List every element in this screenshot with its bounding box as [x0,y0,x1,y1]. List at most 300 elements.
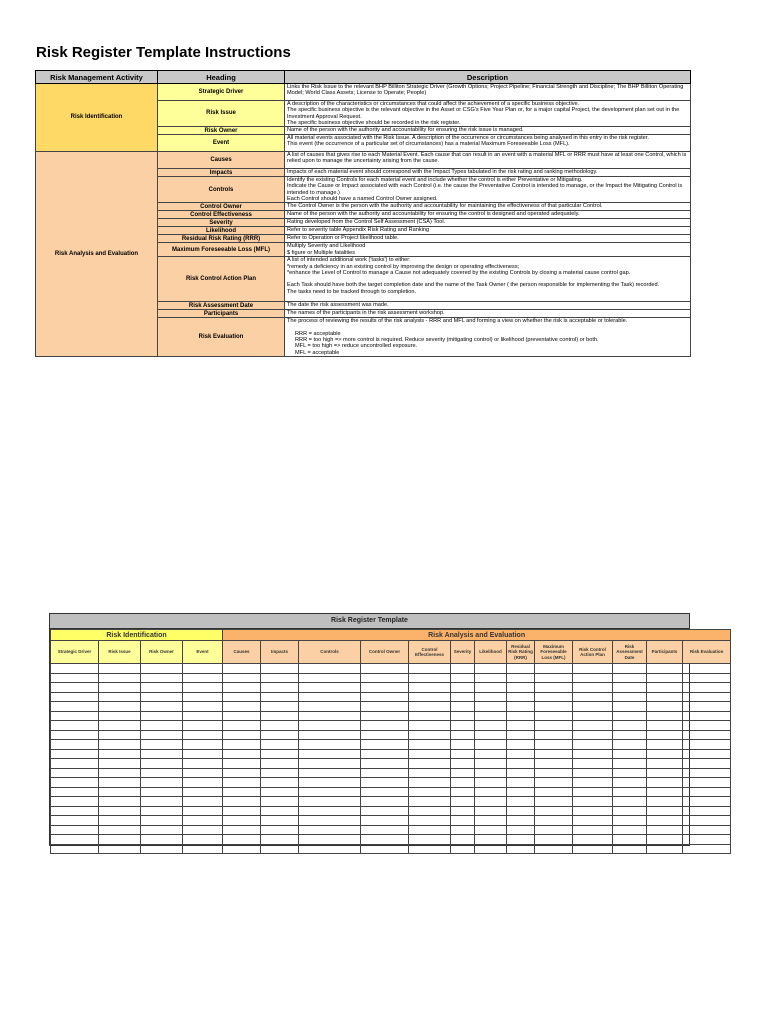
template-cell[interactable] [647,664,683,674]
template-cell[interactable] [141,797,183,807]
template-cell[interactable] [573,768,613,778]
template-cell[interactable] [409,797,451,807]
template-cell[interactable] [613,797,647,807]
template-cell[interactable] [299,816,361,826]
template-cell[interactable] [647,683,683,693]
template-cell[interactable] [299,740,361,750]
template-cell[interactable] [507,673,535,683]
template-cell[interactable] [475,721,507,731]
template-cell[interactable] [141,749,183,759]
template-cell[interactable] [613,768,647,778]
template-cell[interactable] [613,683,647,693]
template-cell[interactable] [51,797,99,807]
template-cell[interactable] [99,825,141,835]
template-cell[interactable] [573,664,613,674]
template-cell[interactable] [51,778,99,788]
template-cell[interactable] [613,664,647,674]
template-cell[interactable] [683,730,731,740]
template-cell[interactable] [223,702,261,712]
template-cell[interactable] [613,806,647,816]
template-cell[interactable] [99,787,141,797]
template-cell[interactable] [573,721,613,731]
template-cell[interactable] [183,844,223,854]
template-cell[interactable] [141,844,183,854]
template-cell[interactable] [261,778,299,788]
template-cell[interactable] [451,673,475,683]
template-cell[interactable] [613,711,647,721]
template-cell[interactable] [261,816,299,826]
template-cell[interactable] [409,702,451,712]
template-cell[interactable] [141,825,183,835]
template-cell[interactable] [99,749,141,759]
template-cell[interactable] [51,816,99,826]
template-cell[interactable] [223,683,261,693]
template-cell[interactable] [261,759,299,769]
template-cell[interactable] [99,702,141,712]
template-cell[interactable] [141,711,183,721]
template-cell[interactable] [573,787,613,797]
template-cell[interactable] [573,816,613,826]
template-cell[interactable] [261,673,299,683]
template-cell[interactable] [409,768,451,778]
template-cell[interactable] [409,692,451,702]
template-cell[interactable] [99,740,141,750]
template-cell[interactable] [647,711,683,721]
template-cell[interactable] [183,797,223,807]
template-cell[interactable] [141,702,183,712]
template-cell[interactable] [99,759,141,769]
template-cell[interactable] [535,749,573,759]
template-cell[interactable] [361,768,409,778]
template-cell[interactable] [535,673,573,683]
template-cell[interactable] [683,664,731,674]
template-cell[interactable] [475,768,507,778]
template-cell[interactable] [613,759,647,769]
template-cell[interactable] [141,787,183,797]
template-cell[interactable] [261,825,299,835]
template-cell[interactable] [475,797,507,807]
template-cell[interactable] [299,721,361,731]
template-cell[interactable] [451,664,475,674]
template-cell[interactable] [409,778,451,788]
template-cell[interactable] [361,816,409,826]
template-cell[interactable] [573,730,613,740]
template-cell[interactable] [409,844,451,854]
template-cell[interactable] [99,692,141,702]
template-cell[interactable] [361,673,409,683]
template-cell[interactable] [183,787,223,797]
template-cell[interactable] [99,768,141,778]
template-cell[interactable] [507,835,535,845]
template-cell[interactable] [99,844,141,854]
template-cell[interactable] [507,844,535,854]
template-cell[interactable] [647,797,683,807]
template-cell[interactable] [183,721,223,731]
template-cell[interactable] [475,778,507,788]
template-cell[interactable] [51,759,99,769]
template-cell[interactable] [451,806,475,816]
template-cell[interactable] [683,787,731,797]
template-cell[interactable] [299,683,361,693]
template-cell[interactable] [361,835,409,845]
template-cell[interactable] [141,721,183,731]
template-cell[interactable] [613,825,647,835]
template-cell[interactable] [409,721,451,731]
template-cell[interactable] [409,835,451,845]
template-cell[interactable] [183,749,223,759]
template-cell[interactable] [361,778,409,788]
template-cell[interactable] [99,778,141,788]
template-cell[interactable] [361,692,409,702]
template-cell[interactable] [451,740,475,750]
template-cell[interactable] [361,844,409,854]
template-cell[interactable] [261,711,299,721]
template-cell[interactable] [141,692,183,702]
template-cell[interactable] [99,835,141,845]
template-cell[interactable] [683,721,731,731]
template-cell[interactable] [573,797,613,807]
template-cell[interactable] [261,768,299,778]
template-cell[interactable] [183,740,223,750]
template-cell[interactable] [223,797,261,807]
template-cell[interactable] [647,825,683,835]
template-cell[interactable] [51,702,99,712]
template-cell[interactable] [535,692,573,702]
template-cell[interactable] [451,844,475,854]
template-cell[interactable] [223,778,261,788]
template-cell[interactable] [573,711,613,721]
template-cell[interactable] [99,711,141,721]
template-cell[interactable] [361,721,409,731]
template-cell[interactable] [683,806,731,816]
template-cell[interactable] [141,683,183,693]
template-cell[interactable] [451,816,475,826]
template-cell[interactable] [475,692,507,702]
template-cell[interactable] [51,768,99,778]
template-cell[interactable] [223,673,261,683]
template-cell[interactable] [409,740,451,750]
template-cell[interactable] [573,844,613,854]
template-cell[interactable] [507,692,535,702]
template-cell[interactable] [51,806,99,816]
template-cell[interactable] [299,749,361,759]
template-cell[interactable] [451,749,475,759]
template-cell[interactable] [299,844,361,854]
template-cell[interactable] [183,759,223,769]
template-cell[interactable] [535,778,573,788]
template-cell[interactable] [475,702,507,712]
template-cell[interactable] [683,825,731,835]
template-cell[interactable] [573,778,613,788]
template-cell[interactable] [613,721,647,731]
template-cell[interactable] [99,664,141,674]
template-cell[interactable] [299,835,361,845]
template-cell[interactable] [683,749,731,759]
template-cell[interactable] [183,664,223,674]
template-cell[interactable] [261,702,299,712]
template-cell[interactable] [299,787,361,797]
template-cell[interactable] [475,806,507,816]
template-cell[interactable] [475,749,507,759]
template-cell[interactable] [507,721,535,731]
template-cell[interactable] [647,692,683,702]
template-cell[interactable] [261,664,299,674]
template-cell[interactable] [535,664,573,674]
template-cell[interactable] [223,721,261,731]
template-cell[interactable] [507,702,535,712]
template-cell[interactable] [535,797,573,807]
template-cell[interactable] [361,711,409,721]
template-cell[interactable] [223,844,261,854]
template-cell[interactable] [51,711,99,721]
template-cell[interactable] [99,683,141,693]
template-cell[interactable] [475,673,507,683]
template-cell[interactable] [507,749,535,759]
template-cell[interactable] [451,825,475,835]
template-cell[interactable] [573,749,613,759]
template-cell[interactable] [223,787,261,797]
template-cell[interactable] [51,835,99,845]
template-cell[interactable] [451,759,475,769]
template-cell[interactable] [99,797,141,807]
template-cell[interactable] [51,825,99,835]
template-cell[interactable] [613,835,647,845]
template-cell[interactable] [141,730,183,740]
template-cell[interactable] [613,692,647,702]
template-cell[interactable] [573,825,613,835]
template-cell[interactable] [613,816,647,826]
template-cell[interactable] [183,768,223,778]
template-cell[interactable] [573,806,613,816]
template-cell[interactable] [409,673,451,683]
template-cell[interactable] [683,835,731,845]
template-cell[interactable] [99,730,141,740]
template-cell[interactable] [683,759,731,769]
template-cell[interactable] [409,749,451,759]
template-cell[interactable] [451,702,475,712]
template-cell[interactable] [409,806,451,816]
template-cell[interactable] [261,721,299,731]
template-cell[interactable] [535,759,573,769]
template-cell[interactable] [183,673,223,683]
template-cell[interactable] [647,702,683,712]
template-cell[interactable] [299,664,361,674]
template-cell[interactable] [613,673,647,683]
template-cell[interactable] [223,664,261,674]
template-cell[interactable] [183,806,223,816]
template-cell[interactable] [647,768,683,778]
template-cell[interactable] [613,740,647,750]
template-cell[interactable] [261,787,299,797]
template-cell[interactable] [647,806,683,816]
template-cell[interactable] [51,673,99,683]
template-cell[interactable] [535,825,573,835]
template-cell[interactable] [141,759,183,769]
template-cell[interactable] [647,787,683,797]
template-cell[interactable] [451,692,475,702]
template-cell[interactable] [451,778,475,788]
template-cell[interactable] [299,778,361,788]
template-cell[interactable] [141,768,183,778]
template-cell[interactable] [535,835,573,845]
template-cell[interactable] [361,730,409,740]
template-cell[interactable] [223,692,261,702]
template-cell[interactable] [535,816,573,826]
template-cell[interactable] [409,711,451,721]
template-cell[interactable] [141,664,183,674]
template-cell[interactable] [261,740,299,750]
template-cell[interactable] [299,797,361,807]
template-cell[interactable] [535,740,573,750]
template-cell[interactable] [647,749,683,759]
template-cell[interactable] [183,702,223,712]
template-cell[interactable] [573,683,613,693]
template-cell[interactable] [183,730,223,740]
template-cell[interactable] [683,816,731,826]
template-cell[interactable] [647,816,683,826]
template-cell[interactable] [573,835,613,845]
template-cell[interactable] [361,806,409,816]
template-cell[interactable] [299,692,361,702]
template-cell[interactable] [99,721,141,731]
template-cell[interactable] [535,683,573,693]
template-cell[interactable] [223,740,261,750]
template-cell[interactable] [535,730,573,740]
template-cell[interactable] [361,759,409,769]
template-cell[interactable] [51,844,99,854]
template-cell[interactable] [573,673,613,683]
template-cell[interactable] [507,778,535,788]
template-cell[interactable] [99,806,141,816]
template-cell[interactable] [535,806,573,816]
template-cell[interactable] [51,740,99,750]
template-cell[interactable] [683,797,731,807]
template-cell[interactable] [141,778,183,788]
template-cell[interactable] [683,711,731,721]
template-cell[interactable] [261,844,299,854]
template-cell[interactable] [507,787,535,797]
template-cell[interactable] [683,702,731,712]
template-cell[interactable] [361,825,409,835]
template-cell[interactable] [183,692,223,702]
template-cell[interactable] [475,683,507,693]
template-cell[interactable] [51,787,99,797]
template-cell[interactable] [51,692,99,702]
template-cell[interactable] [141,806,183,816]
template-cell[interactable] [361,749,409,759]
template-cell[interactable] [475,664,507,674]
template-cell[interactable] [507,683,535,693]
template-cell[interactable] [183,835,223,845]
template-cell[interactable] [507,664,535,674]
template-cell[interactable] [141,816,183,826]
template-cell[interactable] [475,787,507,797]
template-cell[interactable] [299,825,361,835]
template-cell[interactable] [475,835,507,845]
template-cell[interactable] [683,778,731,788]
template-cell[interactable] [451,721,475,731]
template-cell[interactable] [261,797,299,807]
template-cell[interactable] [451,730,475,740]
template-cell[interactable] [223,749,261,759]
template-cell[interactable] [51,730,99,740]
template-cell[interactable] [573,702,613,712]
template-cell[interactable] [409,816,451,826]
template-cell[interactable] [223,730,261,740]
template-cell[interactable] [613,844,647,854]
template-cell[interactable] [261,835,299,845]
template-cell[interactable] [361,797,409,807]
template-cell[interactable] [223,759,261,769]
template-cell[interactable] [507,806,535,816]
template-cell[interactable] [451,768,475,778]
template-cell[interactable] [507,797,535,807]
template-cell[interactable] [451,711,475,721]
template-cell[interactable] [261,730,299,740]
template-cell[interactable] [475,711,507,721]
template-cell[interactable] [475,844,507,854]
template-cell[interactable] [647,740,683,750]
template-cell[interactable] [141,740,183,750]
template-cell[interactable] [647,759,683,769]
template-cell[interactable] [573,692,613,702]
template-cell[interactable] [647,778,683,788]
template-cell[interactable] [261,683,299,693]
template-cell[interactable] [409,683,451,693]
template-cell[interactable] [535,844,573,854]
template-cell[interactable] [299,702,361,712]
template-cell[interactable] [51,683,99,693]
template-cell[interactable] [507,768,535,778]
template-cell[interactable] [409,730,451,740]
template-cell[interactable] [451,835,475,845]
template-cell[interactable] [535,711,573,721]
template-cell[interactable] [647,721,683,731]
template-cell[interactable] [613,749,647,759]
template-cell[interactable] [475,759,507,769]
template-cell[interactable] [475,816,507,826]
template-cell[interactable] [451,787,475,797]
template-cell[interactable] [99,673,141,683]
template-cell[interactable] [507,730,535,740]
template-cell[interactable] [535,721,573,731]
template-cell[interactable] [507,740,535,750]
template-cell[interactable] [223,835,261,845]
template-cell[interactable] [361,702,409,712]
template-cell[interactable] [183,683,223,693]
template-cell[interactable] [299,806,361,816]
template-cell[interactable] [409,825,451,835]
template-cell[interactable] [409,787,451,797]
template-cell[interactable] [683,683,731,693]
template-cell[interactable] [223,816,261,826]
template-cell[interactable] [451,797,475,807]
template-cell[interactable] [183,711,223,721]
template-cell[interactable] [261,692,299,702]
template-cell[interactable] [409,759,451,769]
template-cell[interactable] [683,768,731,778]
template-cell[interactable] [299,768,361,778]
template-cell[interactable] [647,673,683,683]
template-cell[interactable] [141,835,183,845]
template-cell[interactable] [223,806,261,816]
template-cell[interactable] [647,730,683,740]
template-cell[interactable] [299,711,361,721]
template-cell[interactable] [361,683,409,693]
template-cell[interactable] [683,740,731,750]
template-cell[interactable] [141,673,183,683]
template-cell[interactable] [573,759,613,769]
